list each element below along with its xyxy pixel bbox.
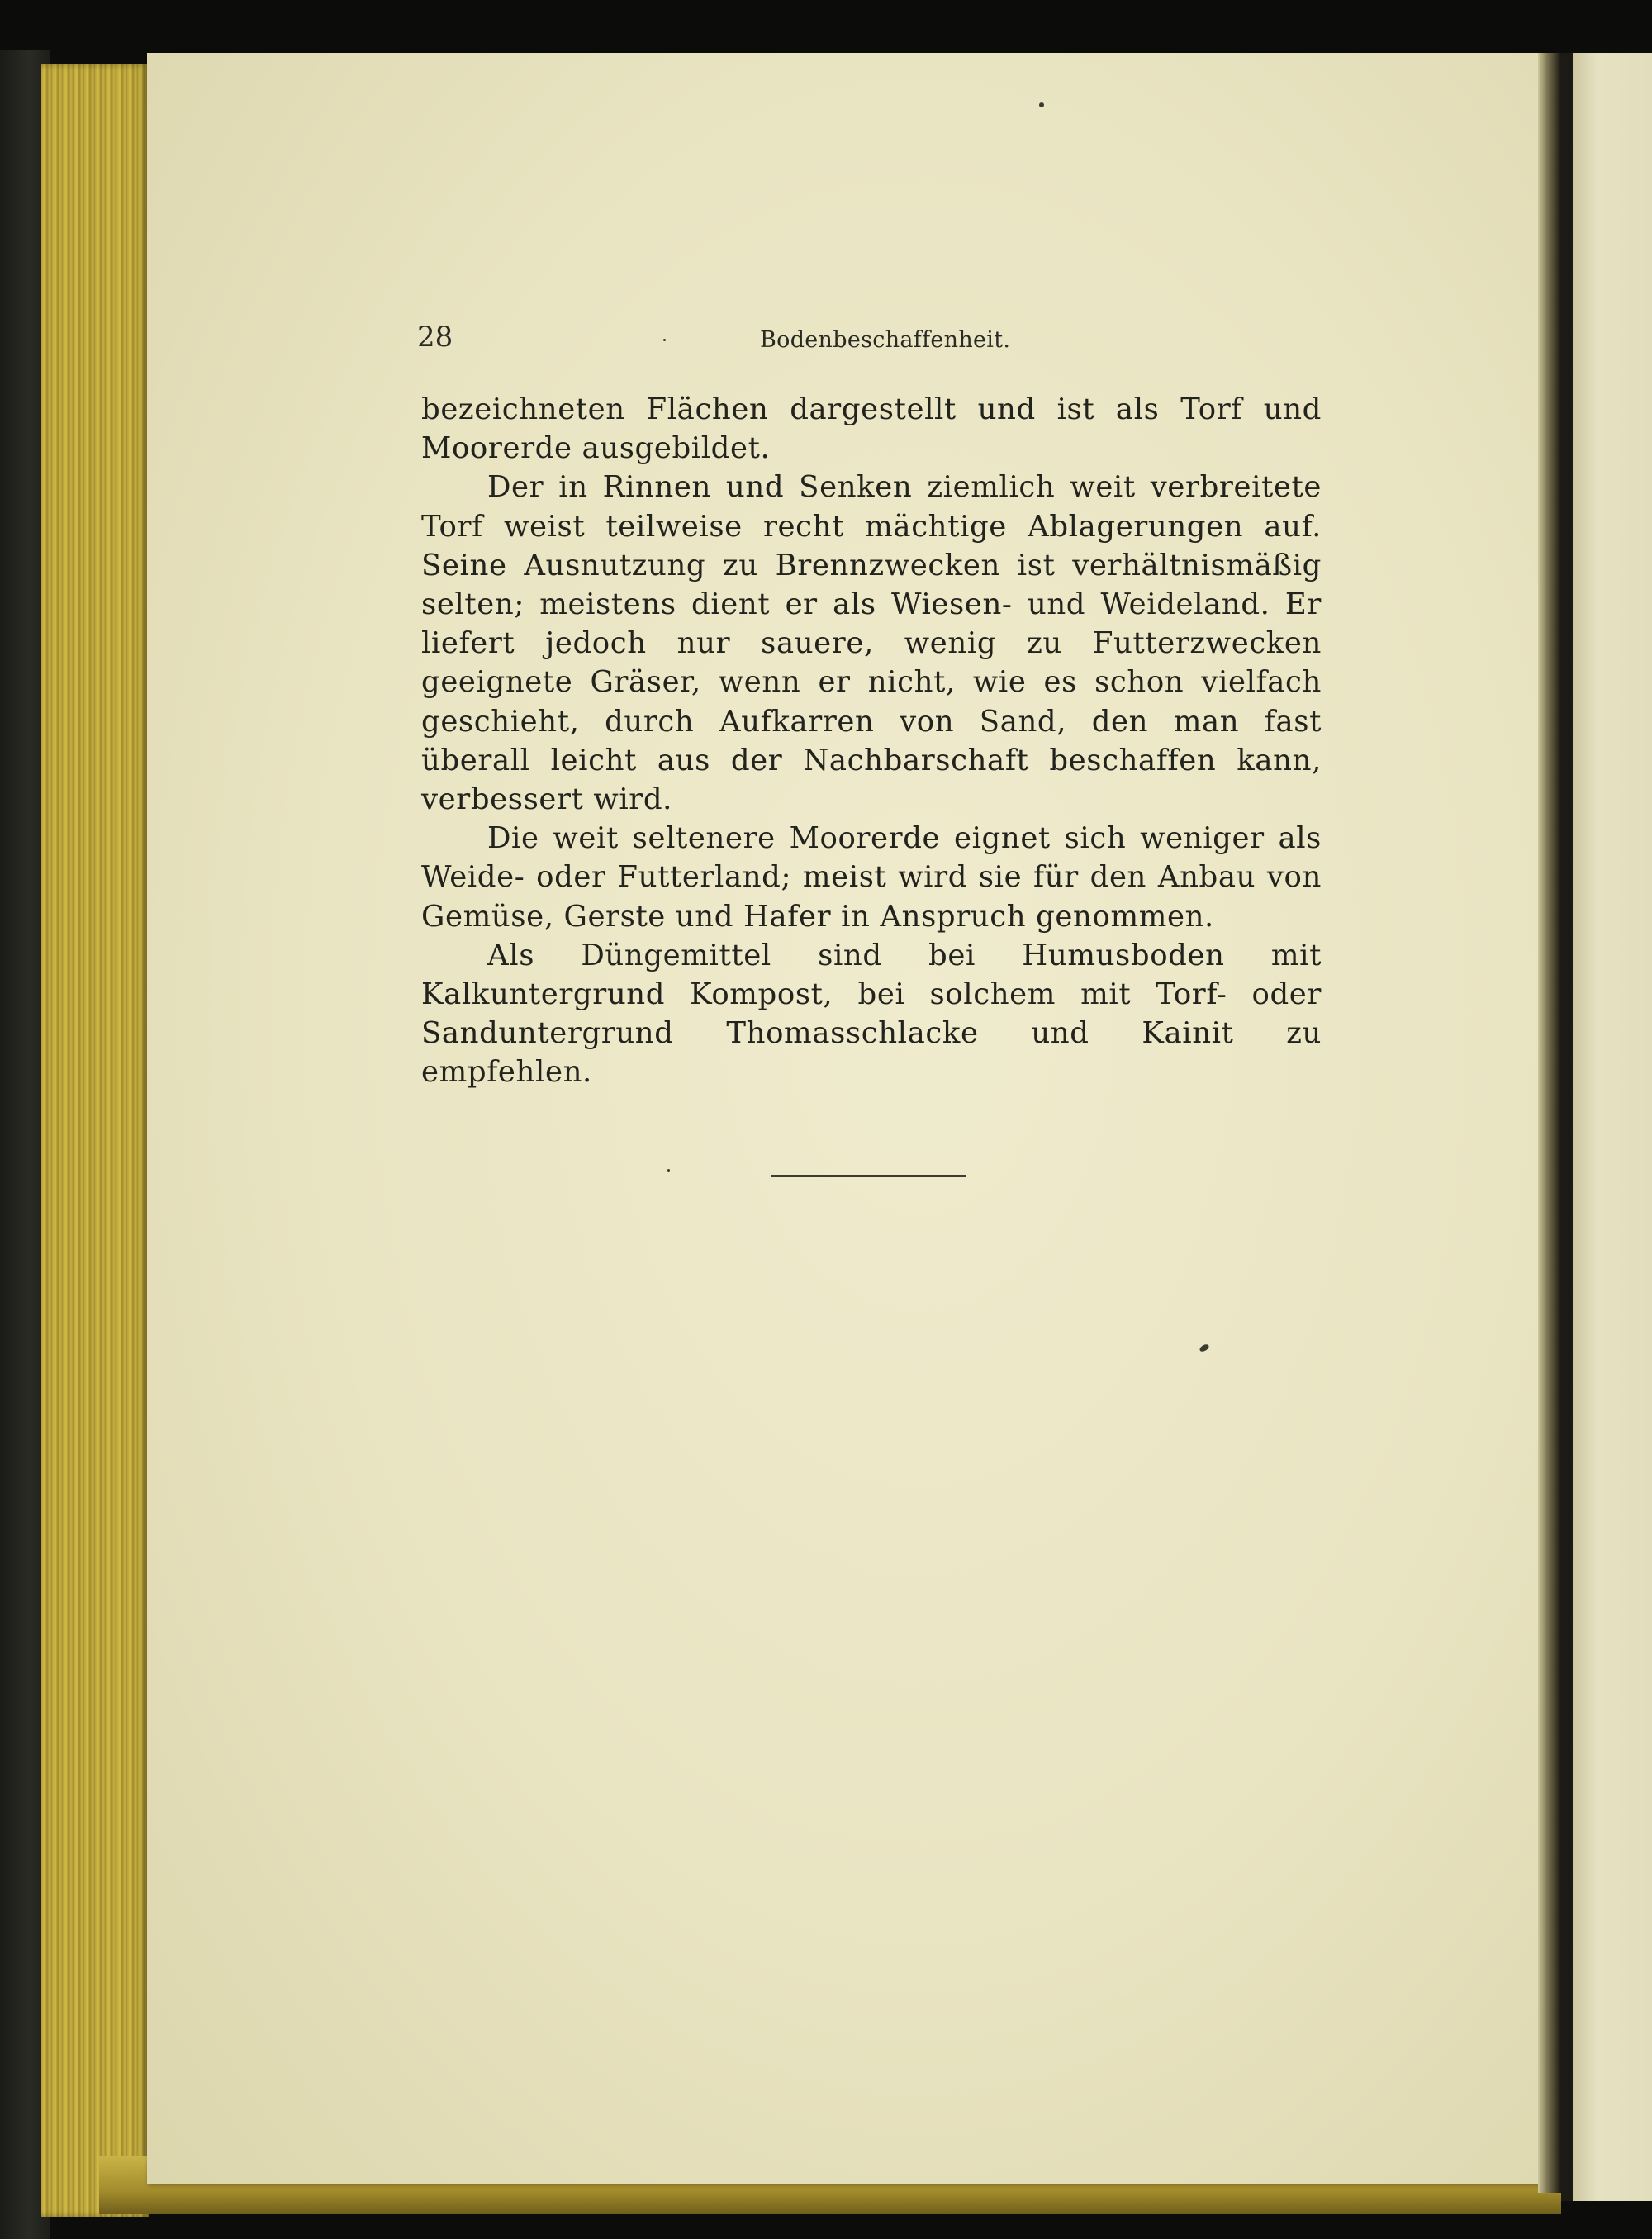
page-number: 28 (417, 321, 453, 354)
facing-page (1561, 53, 1652, 2201)
paragraph-4: Als Düngemittel sind bei Humusboden mit Kalkuntergrund Kompost, bei solchem mit Torf- oder Sanduntergrund Thomasschlacke und Kainit zu empfehlen. (421, 938, 1322, 1090)
paragraph-2: Der in Rinnen und Senken ziemlich weit verbreitete Torf weist teilweise recht mächtige Ablagerungen auf. Seine Ausnutzung zu Brennzwecken ist verhältnismäßig selten; meistens dient er als Wiesen- und Weideland. Er liefert jedoch nur sauere, wenig zu Futterzwecken geeignete Gräser, wenn er nicht, wie es schon vielfach geschieht, durch Aufkarren von Sand, den man fast überall leicht aus der Nachbarschaft beschaffen kann, verbessert wird. (421, 470, 1322, 817)
page-edges-gilt (41, 64, 149, 2217)
paragraph-1: bezeichneten Flächen dargestellt und ist als Torf und Moorerde ausgebildet. (421, 392, 1322, 466)
print-speck (667, 1169, 670, 1172)
section-end-rule (771, 1175, 966, 1177)
book-page (147, 53, 1551, 2184)
print-speck (1039, 102, 1044, 107)
print-speck (663, 339, 666, 341)
page-gutter (1538, 53, 1561, 2193)
facing-page-shadow (1561, 53, 1573, 2201)
body-text (421, 390, 1322, 1092)
paragraph-3: Die weit seltenere Moorerde eignet sich weniger als Weide- oder Futterland; meist wird sie für den Anbau von Gemüse, Gerste und Hafer in Anspruch genommen. (421, 821, 1322, 934)
page-header (417, 321, 1326, 370)
running-head: Bodenbeschaffenheit. (760, 327, 1011, 353)
